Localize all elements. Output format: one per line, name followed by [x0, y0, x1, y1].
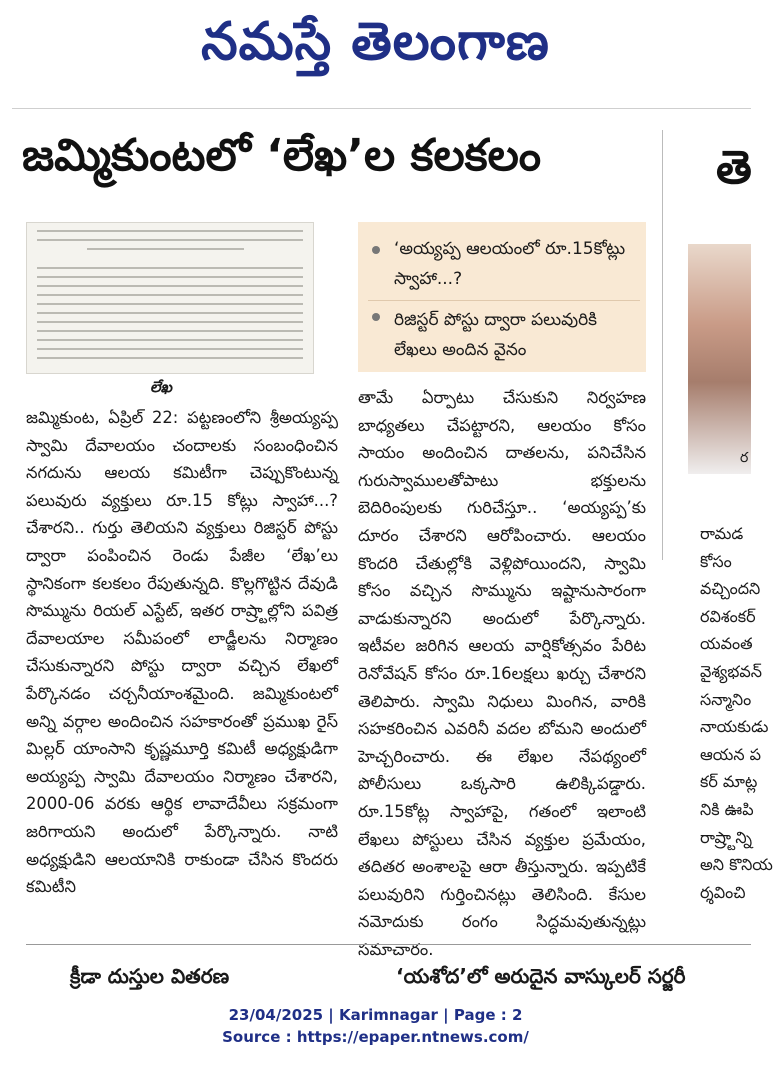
side-line: వైశ్యభవన్ [700, 661, 762, 681]
side-line: రాష్ర్టాన్ని [700, 827, 753, 847]
article-column-2 [358, 384, 646, 963]
article-headline: జమ్మికుంటలో ‘లేఖ’ల కలకలం [22, 130, 542, 181]
side-line: అని కొనియ [700, 855, 773, 875]
highlight-item: రిజిస్టర్ పోస్టు ద్వారా పలువురికి లేఖలు అందిన వైనం [368, 300, 640, 365]
masthead [0, 0, 751, 96]
side-line: రవిశంకర్ [700, 606, 756, 626]
side-line: కర్ మాట్ల [700, 772, 758, 792]
side-article-headline: తె [716, 140, 752, 194]
top-divider [12, 108, 751, 109]
newspaper-title: నమస్తే తెలంగాణ [201, 11, 550, 72]
article-paragraph: తామే ఏర్పాటు చేసుకుని నిర్వహణ బాధ్యతలు చేపట్టారని, ఆలయం కోసం సాయం అందించిన దాతలను, పనిచేసిన గురుస్వాములతోపాటు భక్తులను బెదిరింపులకు గురిచేస్తూ.. ‘అయ్యప్ప’కు దూరం చేశారని ఆరోపించారు. ఆలయం కొందరి చేతుల్లోకి వెళ్లిపోయిందని, స్వామి కోసం వచ్చిన సొమ్మును ఇష్టానుసారంగా వాడుకున్నారని అందులో పేర్కొన్నారు. ఇటీవల జరిగిన ఆలయ వార్షికోత్సవం పేరిట రెనోవేషన్ కోసం రూ.16లక్షలు ఖర్చు చేశారని తెలిపారు. స్వామి నిధులు మింగిన, వారికి సహకరించిన ఎవరినీ వదల బోమని అందులో హెచ్చరించారు. ఈ లేఖల నేపథ్యంలో పోలీసులు ఒక్కసారి ఉలిక్కిపడ్డారు. రూ.15కోట్ల స్వాహాపై, గతంలో ఇలాంటి లేఖలు పోస్టులు చేసిన వ్యక్తుల ప్రమేయం, తదితర అంశాలపై ఆరా తీస్తున్నారు. ఇప్పటికే పలువురిని గుర్తించినట్లు తెలిసింది. కేసుల నమోదుకు రంగం సిద్ధమవుతున్నట్లు సమాచారం. [358, 388, 646, 959]
bottom-headline-right: ‘యశోద’లో అరుదైన వాస్కులర్ సర్జరీ [396, 964, 686, 988]
bottom-headline-left: క్రీడా దుస్తుల వితరణ [70, 964, 230, 988]
image-caption: లేఖ [150, 378, 172, 396]
side-line: వచ్చిందని [700, 579, 761, 599]
side-line: రామడ [700, 524, 744, 543]
side-line: నాయకుడు [700, 717, 769, 737]
footer-date-edition: 23/04/2025 | Karimnagar | Page : 2 [228, 1006, 523, 1024]
side-article-column [700, 520, 773, 906]
side-photo-caption: ర [740, 450, 749, 466]
side-line: యవంత [700, 634, 753, 654]
article-paragraph: జమ్మికుంట, ఏప్రిల్ 22: పట్టణంలోని శ్రీఅయ్యప్ప స్వామి దేవాలయం చందాలకు సంబంధించిన నగదును ఆలయ కమిటీగా చెప్పుకొంటున్న పలువురు వ్యక్తులు రూ.15 కోట్లు స్వాహా...? చేశారని.. గుర్తు తెలియని వ్యక్తులు రిజిస్టర్ పోస్టు ద్వారా పంపించిన రెండు పేజీల ‘లేఖ’లు స్థానికంగా కలకలం రేపుతున్నది. కొల్లగొట్టిన దేవుడి సొమ్మును రియల్ ఎస్టేట్, ఇతర రాష్ర్టాల్లోని పవిత్ర దేవాలయాల సమీపంలో లాడ్జీలను నిర్మాణం చేసుకున్నారని పోస్టు ద్వారా వచ్చిన లేఖలో పేర్కొనడం చర్చనీయాంశమైంది. జమ్మికుంటలో అన్ని వర్గాల అందించిన సహకారంతో ప్రముఖ రైస్ మిల్లర్ యాంసాని కృష్ణమూర్తి కమిటీ అధ్యక్షుడిగా అయ్యప్ప స్వామి దేవాలయం నిర్మాణం చేశారని, 2000-06 వరకు ఆర్థిక లావాదేవీలు సక్రమంగా జరిగాయని అందులో పేర్కొన్నారు. నాటి అధ్యక్షుడిని ఆలయానికి రాకుండా చేసిన కొందరు కమిటీని [26, 408, 338, 897]
side-article-photo [688, 244, 751, 474]
side-line: ఆయన ప [700, 744, 762, 764]
side-line: నికి ఊపి [700, 799, 754, 819]
column-divider [662, 130, 663, 560]
side-line: కోసం [700, 551, 732, 571]
letter-image [26, 222, 314, 374]
side-line: సన్మానిం [700, 689, 752, 709]
side-line: ర్శవించి [700, 882, 746, 902]
footer-source: Source : https://epaper.ntnews.com/ [222, 1028, 529, 1046]
article-column-1 [26, 404, 338, 901]
highlights-box [358, 222, 646, 372]
highlight-item: ‘అయ్యప్ప ఆలయంలో రూ.15కోట్లు స్వాహా...? [368, 234, 640, 294]
bottom-divider [26, 944, 751, 945]
